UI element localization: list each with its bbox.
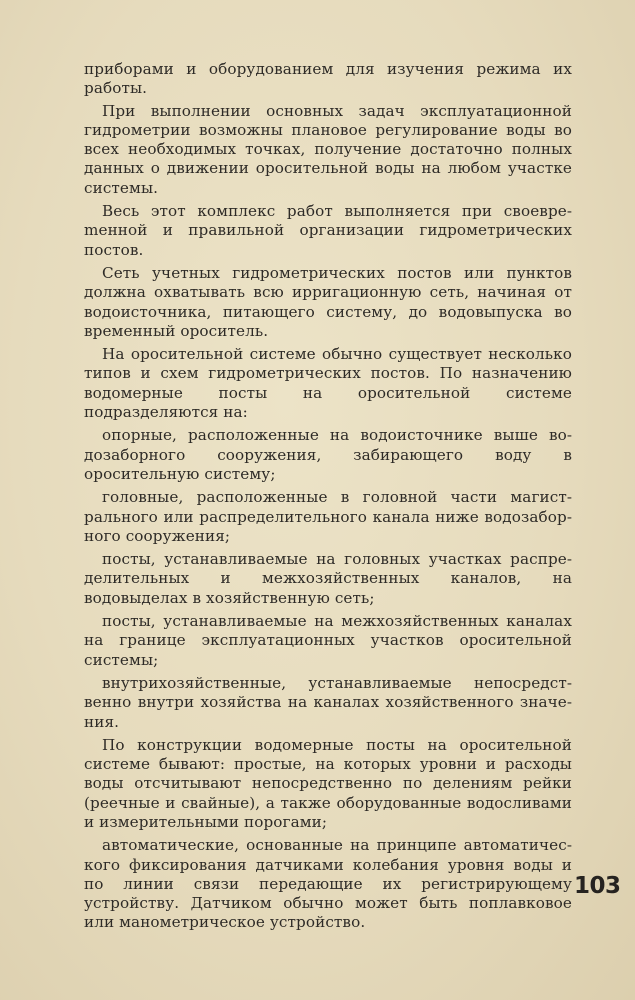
paragraph: Сеть учетных гидрометрических постов или пунктов должна охватывать всю ирригационную сеть, начиная от водоисточника, питающего систему, до водовыпуска во временный ороситель.	[84, 263, 572, 340]
paragraph-continuation: приборами и оборудованием для изучения режима их работы.	[84, 60, 572, 98]
page-number: 103	[574, 873, 621, 899]
paragraph: автоматические, основанные на принципе автоматического фиксирования датчиками колебания уровня воды и по линии связи передающие их регистрирующему устройству. Датчиком обычно может быть поплавковое или манометрическое устройство.	[84, 836, 572, 932]
paragraph: На оросительной системе обычно существует несколько типов и схем гидрометрических постов. По назначению водомерные посты на оросительной системе подразделяются на:	[84, 345, 572, 422]
list-item-posty-golovnye-uchastki: посты, устанавливаемые на головных участках распределительных и межхозяйственных каналов, на водовыделах в хозяйственную сеть;	[84, 550, 572, 607]
body-text	[84, 60, 572, 937]
paragraph: При выполнении основных задач эксплуатационной гидрометрии возможны плановое регулирование воды во всех необходимых точках, получение достаточно полных данных о движении оросительной воды на любом участке системы.	[84, 101, 572, 197]
list-item-golovnye: головные, расположенные в головной части магистрального или распределительного канала ниже водозаборного сооружения;	[84, 488, 572, 545]
list-item-opornye: опорные, расположенные на водоисточнике выше водозаборного сооружения, забирающего воду в оросительную систему;	[84, 426, 572, 483]
list-item-posty-mezhkhozyaystvennye: посты, устанавливаемые на межхозяйственных каналах на границе эксплуатационных участков оросительной системы;	[84, 612, 572, 669]
paragraph: Весь этот комплекс работ выполняется при своевреmенной и правильной организации гидрометрических постов.	[84, 202, 572, 259]
list-item-vnutrikhozyaystvennye: внутрихозяйственные, устанавливаемые непосредственно внутри хозяйства на каналах хозяйственного значения.	[84, 673, 572, 731]
paragraph: По конструкции водомерные посты на оросительной системе бывают: простые, на которых уровни и расходы воды отсчитывают непосредственно по делениям рейки (реечные и свайные), а также оборудованные водосливами и измерительными порогами;	[84, 735, 572, 831]
